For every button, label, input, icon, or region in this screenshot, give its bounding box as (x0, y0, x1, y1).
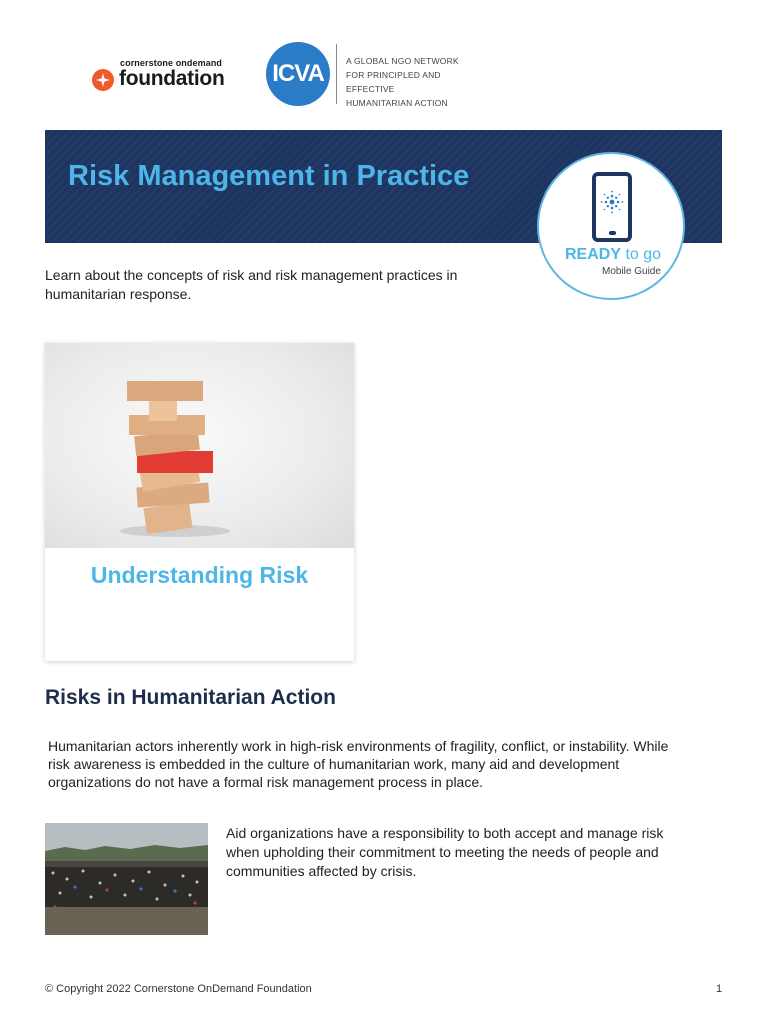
responsibility-paragraph: Aid organizations have a responsibility to both accept and manage risk when upholding their commitment to meeting the needs of people and communities affected by crisis. (226, 825, 664, 879)
cornerstone-wordmark-small: cornerstone ondemand (120, 58, 223, 68)
icva-mark: ICVA (266, 42, 330, 106)
page-number: 1 (716, 983, 723, 995)
ready-to-go-label (565, 246, 661, 264)
icva-divider (336, 44, 337, 104)
page-title: Risk Management in Practice (68, 160, 470, 192)
cornerstone-flame-icon (92, 69, 114, 91)
network-dots-icon (598, 188, 626, 216)
section-heading: Risks in Humanitarian Action (45, 686, 336, 709)
phone-home-button (609, 231, 616, 235)
copyright-footer: © Copyright 2022 Cornerstone OnDemand Foundation (45, 983, 312, 995)
mobile-guide-label: Mobile Guide (602, 266, 661, 277)
ready-to-go-badge (537, 152, 685, 300)
section-paragraph: Humanitarian actors inherently work in high-risk environments of fragility, conflict, or instability. While risk awareness is embedded in the culture of humanitarian work, many aid and development organizations do not have a formal risk management process in place. (48, 738, 669, 790)
icva-tagline-line: FOR PRINCIPLED AND EFFECTIVE (346, 70, 441, 94)
icva-tagline-line: A GLOBAL NGO NETWORK (346, 56, 459, 66)
cornerstone-foundation-logo (92, 58, 232, 94)
jenga-blocks-image (45, 343, 354, 548)
ready-word: READY (565, 246, 622, 263)
crowd-photo (45, 823, 208, 935)
icva-tagline-line: HUMANITARIAN ACTION (346, 98, 448, 108)
icva-logo (262, 42, 482, 108)
mobile-phone-icon (592, 172, 632, 242)
icva-tagline (346, 54, 482, 110)
card-title[interactable]: Understanding Risk (90, 562, 309, 588)
understanding-risk-card[interactable] (45, 343, 354, 661)
cornerstone-wordmark-big: foundation (119, 67, 225, 90)
to-go-word: to go (621, 246, 662, 263)
intro-text: Learn about the concepts of risk and risk management practices in humanitarian response. (45, 267, 458, 302)
